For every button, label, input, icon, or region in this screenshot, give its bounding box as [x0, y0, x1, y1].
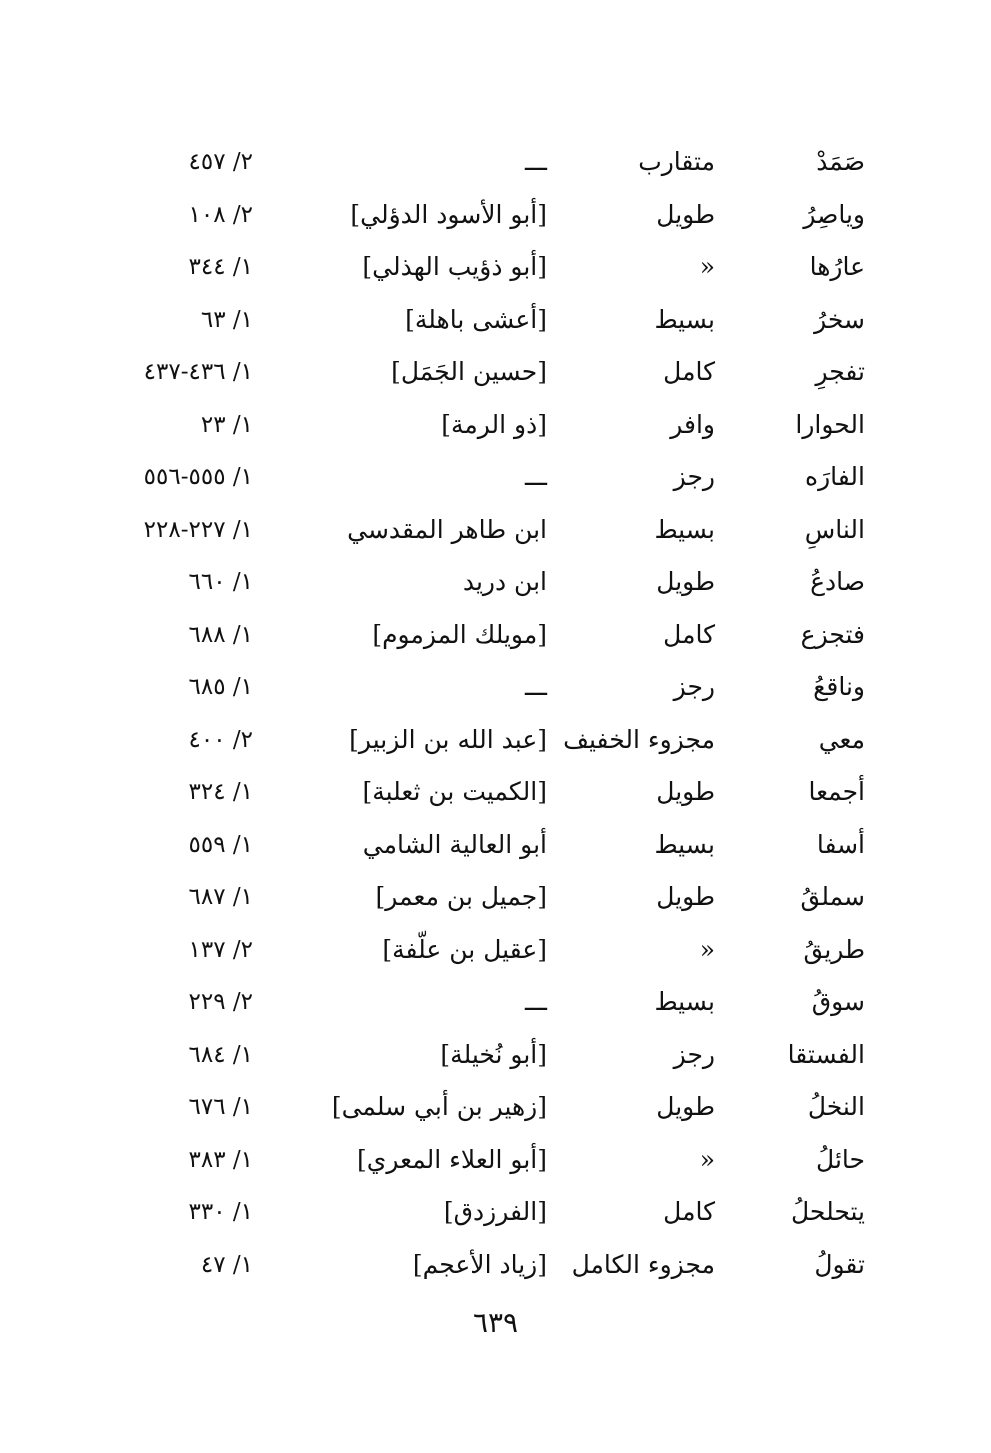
- meter: بسيط: [654, 829, 715, 859]
- rhyme-word: أسفا: [816, 829, 865, 859]
- page-reference: ١/ ٤٧: [200, 1251, 253, 1278]
- index-row: [100, 451, 875, 504]
- page-reference: ٢/ ٤٥٧: [188, 149, 253, 175]
- meter: رجز: [673, 1039, 715, 1069]
- meter: رجز: [673, 462, 715, 491]
- page-reference: ١/ ٣٤٤: [188, 254, 253, 280]
- index-row: [100, 1134, 875, 1187]
- index-row: [100, 136, 875, 189]
- index-row: [100, 241, 875, 294]
- meter: كامل: [663, 619, 715, 649]
- rhyme-word: معي: [818, 724, 865, 754]
- poet-name: [أبو العلاء المعري]: [357, 1144, 547, 1174]
- page-reference: ١/ ٣٣٠: [188, 1199, 253, 1225]
- rhyme-word: وياصِرُ: [803, 199, 865, 229]
- index-row: [100, 399, 875, 452]
- page-reference: ١/ ٦٨٧: [188, 884, 253, 910]
- meter: «: [699, 1144, 715, 1174]
- poet-name: [أبو الأسود الدؤلي]: [350, 199, 547, 229]
- index-row: [100, 976, 875, 1029]
- poet-name: ـــ: [525, 147, 547, 176]
- poet-name: ابن طاهر المقدسي: [347, 514, 547, 544]
- index-row: [100, 819, 875, 872]
- meter: طويل: [656, 199, 715, 229]
- index-row: [100, 1239, 875, 1292]
- page-reference: ١/ ٦٧٦: [188, 1094, 253, 1120]
- poet-name: [أبو ذؤيب الهذلي]: [362, 252, 547, 281]
- rhyme-word: تقولُ: [814, 1249, 865, 1279]
- rhyme-word: الفارَه: [805, 462, 865, 491]
- page-reference: ١/ ٦٣: [200, 306, 253, 333]
- meter: بسيط: [654, 987, 715, 1016]
- rhyme-word: وناقعُ: [813, 672, 865, 701]
- poet-name: [عقيل بن علّفة]: [382, 934, 547, 964]
- meter: كامل: [663, 1197, 715, 1226]
- rhyme-word: سملقُ: [800, 882, 865, 911]
- poet-name: [جميل بن معمر]: [375, 882, 547, 911]
- index-row: [100, 924, 875, 977]
- meter: «: [699, 934, 715, 964]
- page-reference: ٢/ ١٣٧: [188, 936, 253, 963]
- rhyme-word: سخرُ: [814, 304, 865, 334]
- rhyme-word: تفجرِ: [815, 357, 865, 386]
- meter: طويل: [656, 882, 715, 911]
- page-reference: ١/ ٦٨٥: [188, 674, 253, 700]
- poet-name: [أعشى باهلة]: [405, 304, 547, 334]
- poet-name: [أبو نُخيلة]: [440, 1039, 547, 1069]
- rhyme-word: طريقُ: [803, 934, 865, 964]
- poet-name: [زياد الأعجم]: [412, 1249, 547, 1279]
- page-reference: ٢/ ٤٠٠: [188, 726, 253, 753]
- poet-name: [مويلك المزموم]: [372, 619, 547, 649]
- meter: مجزوء الخفيف: [563, 724, 715, 754]
- meter: متقارب: [638, 147, 715, 176]
- rhyme-word: الناسِ: [804, 514, 865, 544]
- poet-name: ابن دريد: [462, 567, 547, 596]
- page-reference: ١/ ٣٨٣: [188, 1146, 253, 1173]
- page-reference: ١/ ٤٣٦-٤٣٧: [143, 359, 253, 385]
- poet-name: ـــ: [525, 987, 547, 1016]
- poet-name: [حسين الجَمَل]: [391, 357, 547, 386]
- rhyme-word: الفستقا: [787, 1039, 865, 1069]
- rhyme-index-table: [100, 136, 875, 1291]
- index-row: [100, 294, 875, 347]
- poet-name: ـــ: [525, 462, 547, 491]
- meter: بسيط: [654, 514, 715, 544]
- index-row: [100, 346, 875, 399]
- rhyme-word: صادعُ: [810, 567, 865, 596]
- index-row: [100, 189, 875, 242]
- rhyme-word: صَمَدْ: [816, 147, 865, 176]
- rhyme-word: فتجزع: [800, 619, 865, 649]
- page-reference: ٢/ ١٠٨: [188, 201, 253, 228]
- rhyme-word: أجمعا: [808, 777, 865, 806]
- meter: مجزوء الكامل: [571, 1249, 715, 1279]
- page-reference: ٢/ ٢٢٩: [188, 989, 253, 1015]
- index-row: [100, 661, 875, 714]
- index-row: [100, 1029, 875, 1082]
- meter: بسيط: [654, 304, 715, 334]
- meter: «: [699, 252, 715, 281]
- meter: طويل: [656, 1092, 715, 1121]
- poet-name: [الكميت بن ثعلبة]: [362, 777, 547, 806]
- page-reference: ١/ ٢٣: [200, 411, 253, 438]
- page-reference: ١/ ٣٢٤: [188, 779, 253, 805]
- index-row: [100, 609, 875, 662]
- poet-name: [عبد الله بن الزبير]: [349, 724, 547, 754]
- index-row: [100, 556, 875, 609]
- rhyme-word: الحوارا: [795, 409, 865, 439]
- meter: طويل: [656, 777, 715, 806]
- page-reference: ١/ ٢٢٧-٢٢٨: [143, 516, 253, 543]
- page-number: ٦٣٩: [472, 1306, 519, 1339]
- meter: كامل: [663, 357, 715, 386]
- meter: طويل: [656, 567, 715, 596]
- rhyme-word: عارُها: [809, 252, 865, 281]
- poet-name: ـــ: [525, 672, 547, 701]
- page-reference: ١/ ٥٥٥-٥٥٦: [143, 464, 253, 490]
- index-row: [100, 766, 875, 819]
- index-row: [100, 504, 875, 557]
- index-row: [100, 871, 875, 924]
- page-reference: ١/ ٦٨٨: [188, 621, 253, 648]
- meter: رجز: [673, 672, 715, 701]
- index-row: [100, 1186, 875, 1239]
- poet-name: [الفرزدق]: [443, 1197, 547, 1226]
- meter: وافر: [670, 409, 715, 439]
- rhyme-word: حائلُ: [816, 1144, 865, 1174]
- page-reference: ١/ ٦٨٤: [188, 1041, 253, 1068]
- poet-name: [ذو الرمة]: [441, 409, 547, 439]
- page-reference: ١/ ٦٦٠: [188, 569, 253, 595]
- rhyme-word: النخلُ: [807, 1092, 865, 1121]
- index-row: [100, 1081, 875, 1134]
- poet-name: [زهير بن أبي سلمى]: [331, 1092, 547, 1121]
- page-reference: ١/ ٥٥٩: [188, 831, 253, 858]
- poet-name: أبو العالية الشامي: [362, 829, 547, 859]
- rhyme-word: يتحلحلُ: [791, 1197, 865, 1226]
- rhyme-word: سوقُ: [811, 987, 865, 1016]
- index-row: [100, 714, 875, 767]
